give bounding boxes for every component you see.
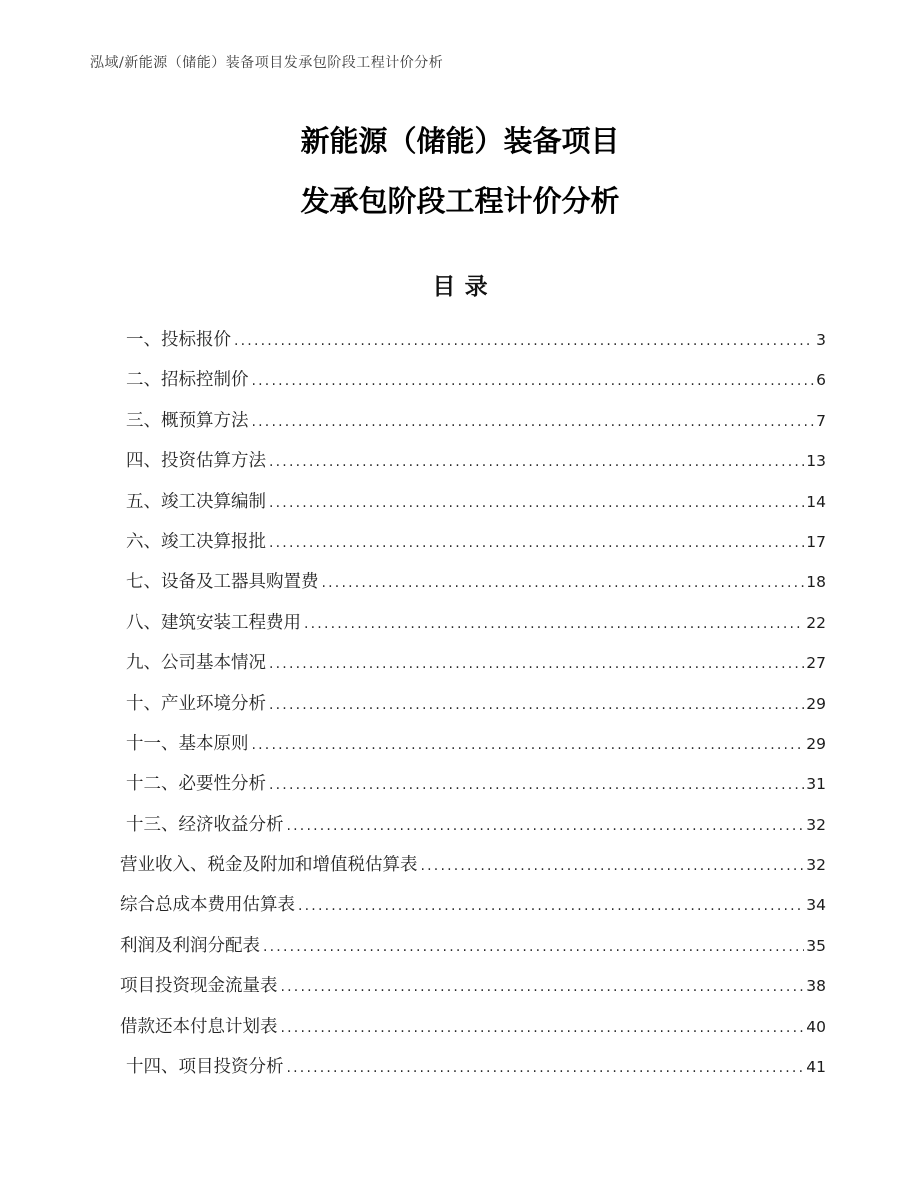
toc-entry-title: 借款还本付息计划表 xyxy=(120,1016,278,1037)
toc-entry[interactable] xyxy=(94,1013,826,1053)
toc-entry-page: 13 xyxy=(806,452,826,471)
toc-entry-title: 九、公司基本情况 xyxy=(126,653,266,674)
toc-entry-title: 一、投标报价 xyxy=(126,330,231,350)
toc-entry-title: 五、竣工决算编制 xyxy=(126,491,266,512)
toc-entry[interactable] xyxy=(94,770,826,810)
toc-dot-leader xyxy=(287,1060,805,1076)
toc-entry-page: 29 xyxy=(806,734,826,753)
toc-entry-page: 18 xyxy=(806,573,826,592)
toc-dot-leader xyxy=(234,333,814,349)
toc-dot-leader xyxy=(281,979,805,995)
toc-entry-title: 十、产业环境分析 xyxy=(126,693,266,714)
toc-entry-page: 27 xyxy=(806,654,826,673)
toc-entry-title: 七、设备及工器具购置费 xyxy=(126,572,319,593)
toc-dot-leader xyxy=(304,616,804,632)
toc-entry-page: 34 xyxy=(806,896,826,915)
document-title-line-1: 新能源（储能）装备项目 xyxy=(300,126,620,158)
toc-entry[interactable] xyxy=(94,488,826,528)
toc-entry[interactable] xyxy=(94,568,826,608)
document-title-line-2: 发承包阶段工程计价分析 xyxy=(300,186,620,218)
toc-list xyxy=(94,326,826,1093)
toc-entry-page: 3 xyxy=(816,331,826,349)
toc-entry-title: 二、招标控制价 xyxy=(126,370,249,391)
toc-entry[interactable] xyxy=(94,1053,826,1093)
toc-entry[interactable] xyxy=(94,811,826,851)
toc-heading: 目录 xyxy=(432,273,497,300)
toc-dot-leader xyxy=(252,737,805,753)
toc-entry-page: 31 xyxy=(806,775,826,794)
toc-entry-title: 八、建筑安装工程费用 xyxy=(126,612,301,633)
toc-entry-page: 40 xyxy=(806,1017,826,1036)
toc-entry[interactable] xyxy=(94,366,826,406)
toc-entry[interactable] xyxy=(94,649,826,689)
document-title xyxy=(0,112,920,232)
toc-entry-page: 29 xyxy=(806,694,826,713)
toc-entry-page: 7 xyxy=(816,411,826,430)
toc-entry-title: 四、投资估算方法 xyxy=(126,451,266,472)
toc-entry-title: 利润及利润分配表 xyxy=(120,935,260,956)
toc-entry-title: 十一、基本原则 xyxy=(126,733,249,754)
toc-entry[interactable] xyxy=(94,891,826,931)
toc-entry[interactable] xyxy=(94,972,826,1012)
toc-entry[interactable] xyxy=(94,730,826,770)
toc-entry-title: 营业收入、税金及附加和增值税估算表 xyxy=(120,855,418,876)
toc-entry-page: 32 xyxy=(806,815,826,834)
toc-dot-leader xyxy=(252,414,815,430)
toc-dot-leader xyxy=(281,1020,805,1036)
toc-entry[interactable] xyxy=(94,407,826,447)
toc-dot-leader xyxy=(252,373,815,389)
toc-entry[interactable] xyxy=(94,609,826,649)
toc-entry[interactable] xyxy=(94,932,826,972)
toc-entry-title: 六、竣工决算报批 xyxy=(126,531,266,552)
toc-dot-leader xyxy=(269,454,804,470)
toc-dot-leader xyxy=(287,818,805,834)
toc-entry-title: 十二、必要性分析 xyxy=(126,774,266,795)
toc-entry-page: 22 xyxy=(806,613,826,632)
toc-dot-leader xyxy=(322,575,805,591)
toc-dot-leader xyxy=(263,939,804,955)
toc-entry[interactable] xyxy=(94,851,826,891)
toc-entry[interactable] xyxy=(94,690,826,730)
toc-entry[interactable] xyxy=(94,528,826,568)
toc-dot-leader xyxy=(269,777,804,793)
toc-entry-page: 17 xyxy=(806,532,826,551)
toc-dot-leader xyxy=(269,656,804,672)
toc-entry-page: 35 xyxy=(806,936,826,955)
toc-dot-leader xyxy=(421,858,805,874)
toc-dot-leader xyxy=(298,898,804,914)
toc-entry-title: 三、概预算方法 xyxy=(126,410,249,431)
toc-entry-title: 项目投资现金流量表 xyxy=(120,976,278,997)
toc-entry-page: 32 xyxy=(806,856,826,875)
toc-entry-page: 14 xyxy=(806,492,826,511)
toc-dot-leader xyxy=(269,495,804,511)
toc-entry-title: 十三、经济收益分析 xyxy=(126,814,284,835)
toc-entry-page: 38 xyxy=(806,977,826,996)
toc-entry-title: 综合总成本费用估算表 xyxy=(120,895,295,916)
toc-entry[interactable] xyxy=(94,326,826,366)
page-header: 泓域/新能源（储能）装备项目发承包阶段工程计价分析 xyxy=(90,55,444,71)
toc-entry-page: 6 xyxy=(816,371,826,390)
toc-entry-page: 41 xyxy=(806,1058,826,1077)
toc-dot-leader xyxy=(269,535,804,551)
toc-dot-leader xyxy=(269,697,804,713)
toc-entry[interactable] xyxy=(94,447,826,487)
toc-entry-title: 十四、项目投资分析 xyxy=(126,1057,284,1078)
